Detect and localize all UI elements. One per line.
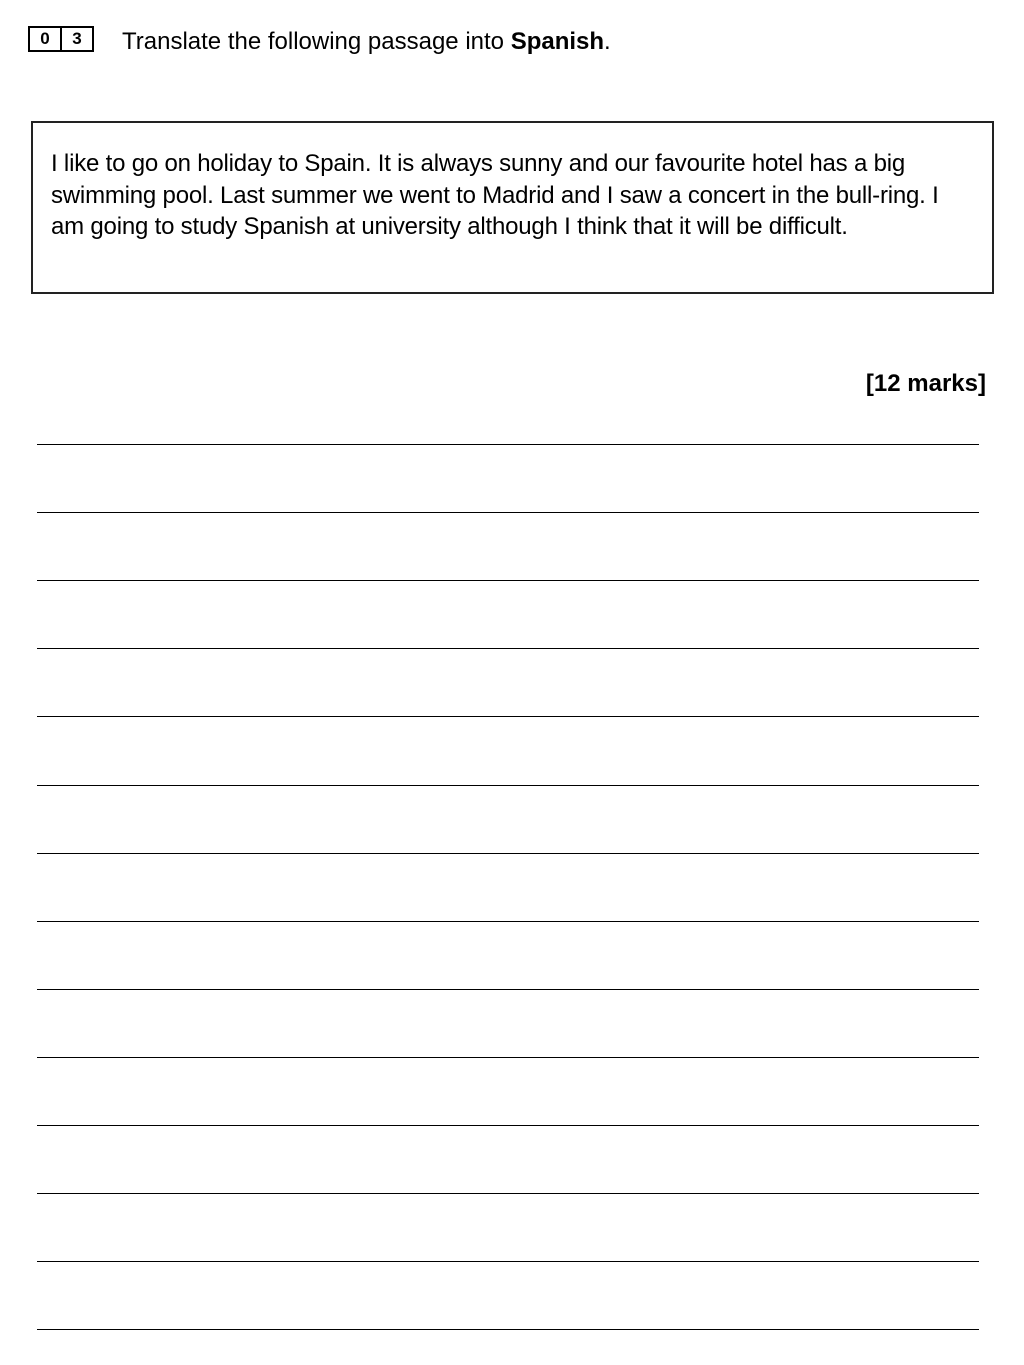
instruction-prefix: Translate the following passage into [122,28,511,55]
answer-line[interactable] [37,580,979,581]
answer-line[interactable] [37,1193,979,1194]
passage-text: I like to go on holiday to Spain. It is always sunny and our favourite hotel has a big swimming pool. Last summer we went to Madrid and I saw a concert in the bull-ring. I am going to study Spanish at university although I think that it will be difficult. [51,150,939,240]
answer-line[interactable] [37,1261,979,1262]
answer-line[interactable] [37,921,979,922]
answer-line[interactable] [37,1329,979,1330]
question-number-digit: 0 [40,29,50,48]
answer-line[interactable] [37,1125,979,1126]
answer-line[interactable] [37,716,979,717]
instruction-emphasis: Spanish [510,28,605,55]
marks-label: [12 marks] [865,370,986,397]
question-number-box [28,26,94,52]
answer-line[interactable] [37,785,979,786]
question-number-digit: 3 [60,28,92,50]
answer-line[interactable] [37,444,979,445]
answer-line[interactable] [37,989,979,990]
instruction-suffix: . [604,28,611,55]
answer-line[interactable] [37,648,979,649]
answer-line[interactable] [37,1057,979,1058]
answer-line[interactable] [37,512,979,513]
question-instruction [122,27,611,57]
passage-box [31,121,994,294]
answer-line[interactable] [37,853,979,854]
